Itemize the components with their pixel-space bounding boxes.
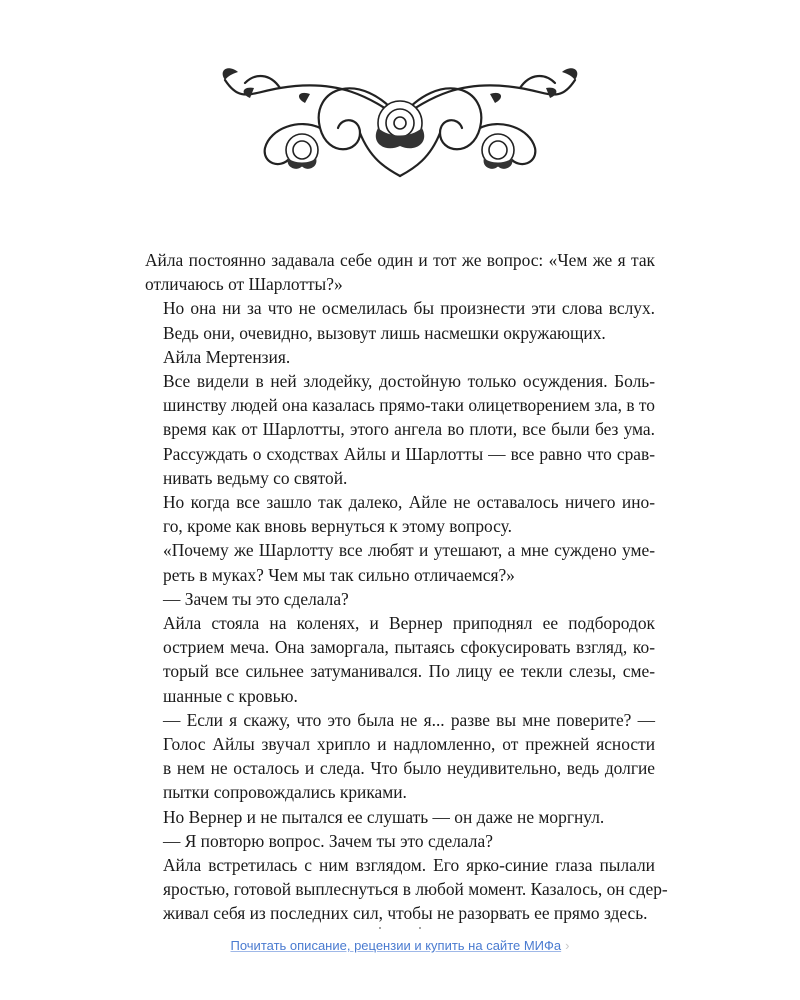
paragraph: Айла Мертензия. bbox=[163, 346, 291, 367]
paragraph: — Зачем ты это сделала? bbox=[163, 588, 349, 609]
paragraph: «Почему же Шарлотту все любят и утешают, а мне суждено уме- реть в муках? Чем мы так сильно отличаемся?» bbox=[163, 540, 655, 585]
paragraph: Все видели в ней злодейку, достойную только осуждения. Боль- шинству людей она казалась прямо-таки олицетворением зла, в то время как от Шарлотты, этого ангела во плоти, все были без ума. Рассуждать о сходствах Айлы и Шарлотты — все равно что срав- нивать ведьму со святой. bbox=[163, 371, 655, 488]
paragraph: Айла стояла на коленях, и Вернер приподнял ее подбородок острием меча. Она заморгала, пытаясь сфокусировать взгляд, ко- торый все сильнее затуманивался. По лицу ее текли слезы, сме- шанные с кровью. bbox=[163, 613, 655, 706]
page-marker bbox=[370, 925, 430, 931]
paragraph: Айла встретилась с ним взглядом. Его ярко-синие глаза пылали яростью, готовой выплеснуться в любой момент. Казалось, он сдер- живал себя из последних сил, чтобы не разорвать ее прямо здесь. bbox=[163, 855, 668, 924]
paragraph: Но когда все зашло так далеко, Айле не оставалось ничего ино- го, кроме как вновь вернуться к этому вопросу. bbox=[163, 492, 655, 537]
buy-book-link[interactable] bbox=[0, 938, 800, 953]
paragraph: Но она ни за что не осмелилась бы произнести эти слова вслух. Ведь они, очевидно, вызовут лишь насмешки окружающих. bbox=[163, 298, 655, 343]
paragraph: Айла постоянно задавала себе один и тот же вопрос: «Чем же я так отличаюсь от Шарлотты?» bbox=[145, 250, 655, 295]
paragraph: — Я повторю вопрос. Зачем ты это сделала? bbox=[163, 830, 493, 851]
book-text bbox=[145, 248, 668, 926]
paragraph: Но Вернер и не пытался ее слушать — он даже не моргнул. bbox=[163, 806, 605, 827]
chevron-right-icon: › bbox=[565, 938, 570, 953]
rose-vine-ornament bbox=[210, 58, 590, 188]
paragraph: — Если я скажу, что это была не я... разве вы мне поверите? — Голос Айлы звучал хрипло и надломленно, от прежней ясности в нем не осталось и следа. Что было неудивительно, ведь долгие пытки сопровождались криками. bbox=[163, 709, 655, 803]
buy-book-link-text[interactable]: Почитать описание, рецензии и купить на сайте МИФа bbox=[230, 938, 562, 953]
